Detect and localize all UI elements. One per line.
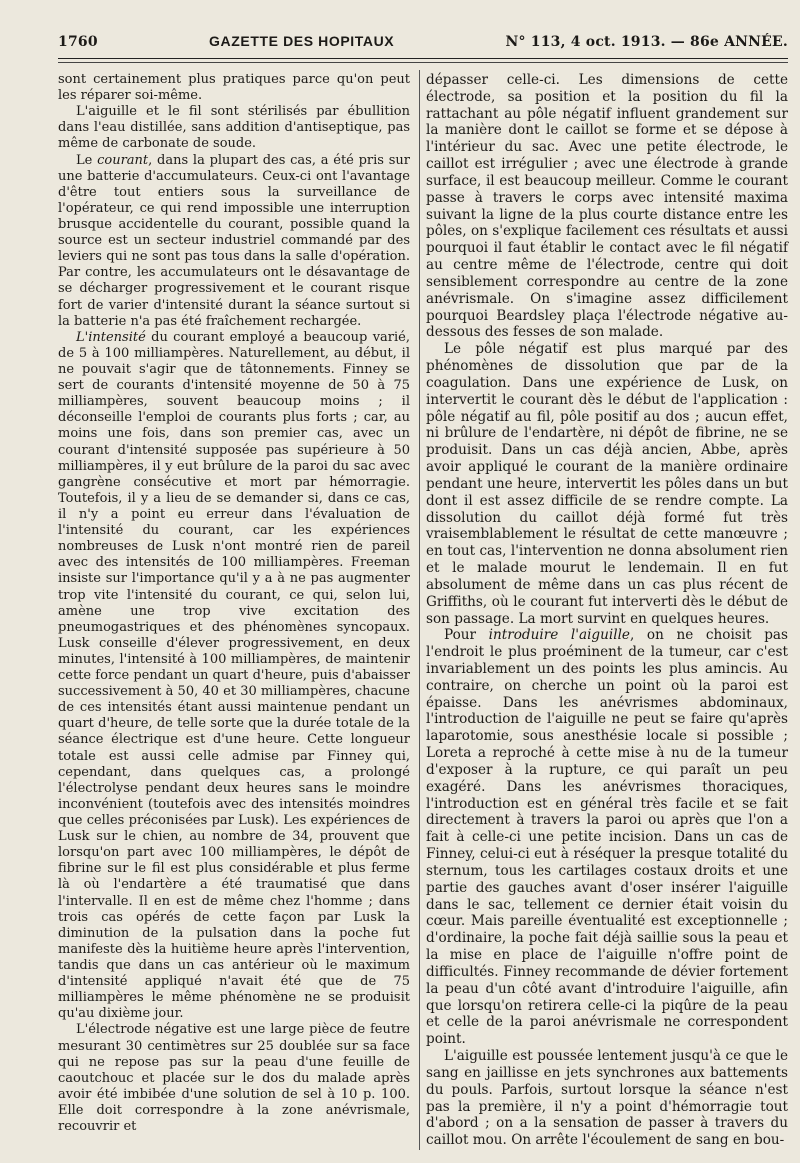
italic-term: courant [97,152,149,168]
text-run: du courant employé a beaucoup varié, de 5 à 100 milliampères. Naturellement, au début, il ne pouvait s'agir que de tâtonnements. Finney se sert de courants d'intensité moyenne de 50 à 75 milliampères, souvent beaucoup moins ; il déconseille l'emploi de courants plus forts ; car, au moins une fois, dans son premier cas, avec un courant d'intensité supposée pas supérieure à 50 milliampères, il y eut brûlure de la paroi du sac avec gangrène consécutive et mort par hémorragie. Toutefois, il y a lieu de se demander si, dans ce cas, il n'y a point eu erreur dans l'évaluation de l'intensité du courant, car les expériences nombreuses de Lusk n'ont montré rien de pareil avec des intensités de 100 milliampères. Freeman insiste sur l'importance qu'il y a à ne pas augmenter trop vite l'intensité du courant, ce qui, selon lui, amène une trop vive excitation des pneumogastriques et des phénomènes syncopaux. Lusk conseille d'élever progressivement, en deux minutes, l'intensité à 100 milliampères, de maintenir cette force pendant un quart d'heure, puis d'abaisser successivement à 50, 40 et 30 milliampères, chacune de ces intensités étant aussi maintenue pendant un quart d'heure, de telle sorte que la durée totale de la séance électrique est d'une heure. Cette longueur totale est aussi celle admise par Finney qui, cependant, dans quelques cas, a prolongé l'électrolyse pendant deux heures sans le moindre inconvénient (toutefois avec des intensités moindres que celles préconisées par Lusk). Les expériences de Lusk sur le chien, au nombre de 34, prouvent que lorsqu'on part avec 100 milliampères, le dépôt de fibrine sur le fil est plus considérable et plus ferme là où l'endartère a été traumatisé que dans l'intervalle. Il en est de même chez l'homme ; dans trois cas opérés de cette façon par Lusk la diminution de la pulsation dans la poche fut manifeste dès la huitième heure après l'intervention, tandis que dans un cas antérieur où le maximum d'intensité appliqué n'avait été que de 75 milliampères le même phénomène ne se produisit qu'au dixième jour. [58,329,410,1022]
left-column [58,72,410,1135]
italic-term: introduire l'aiguille [488,627,630,644]
column-divider [419,70,420,1150]
paragraph: Le pôle négatif est plus marqué par des phénomènes de dissolution que par de la coagulation. Dans une expérience de Lusk, on intervertit le courant dès le début de l'application : pôle négatif au fil, pôle positif au dos ; aucun effet, ni brûlure de l'endartère, ni dépôt de fibrine, ne se produisit. Dans un cas déjà ancien, Abbe, après avoir appliqué le courant de la manière ordinaire pendant une heure, intervertit les pôles dans un but dont il est assez difficile de se rendre compte. La dissolution du caillot déjà formé fut très vraisemblablement le résultat de cette manœuvre ; en tout cas, l'intervention ne donna absolument rien et le malade mourut le lendemain. Il en fut absolument de même dans un cas plus récent de Griffiths, où le courant fut interverti dès le début de son passage. La mort survint en quelques heures. [426,341,788,627]
paragraph: L'électrode négative est une large pièce de feutre mesurant 30 centimètres sur 25 doublée sur sa face qui ne repose pas sur la peau d'une feuille de caoutchouc et placée sur le dos du malade après avoir été imbibée d'une solution de sel à 10 p. 100. Elle doit correspondre à la zone anévrismale, recouvrir et [58,1022,410,1135]
paragraph: sont certainement plus pratiques parce qu'on peut les réparer soi-même. [58,72,410,104]
text-run: Pour [444,627,489,644]
page-number: 1760 [58,34,98,50]
running-header [58,33,788,57]
paragraph [58,330,410,1023]
text-run: , on ne choisit pas l'endroit le plus proéminent de la tumeur, car c'est invariablement un des points les plus amincis. Au contraire, on cherche un point où la paroi est épaisse. Dans les anévrismes abdominaux, l'introduction de l'aiguille ne peut se faire qu'après laparotomie, sous anesthésie locale si possible ; Loreta a reproché à cette mise à nu de la tumeur d'exposer à la rupture, ce qui paraît un peu exagéré. Dans les anévrismes thoraciques, l'introduction est en général très facile et se fait directement à travers la paroi ou après que l'on a fait à celle-ci une petite incision. Dans un cas de Finney, celui-ci eut à réséquer la presque totalité du sternum, tous les cartilages costaux droits et une partie des gauches avant d'oser insérer l'aiguille dans le sac, tellement ce dernier était voisin du cœur. Mais pareille éventualité est exceptionnelle ; d'ordinaire, la poche fait déjà saillie sous la peau et la mise en place de l'aiguille n'offre point de difficultés. Finney recommande de dévier fortement la peau d'un côté avant d'introduire l'aiguille, afin que lorsqu'on retirera celle-ci la piqûre de la peau et celle de la paroi anévrismale ne correspondent point. [426,627,788,1048]
paragraph: L'aiguille est poussée lentement jusqu'à ce que le sang en jaillisse en jets synchrones aux battements du pouls. Parfois, surtout lorsque la séance n'est pas la première, il n'y a point d'hémorragie tout d'abord ; on a la sensation de passer à travers du caillot mou. On arrête l'écoulement de sang en bou- [426,1048,788,1149]
text-run: , dans la plupart des cas, a été pris sur une batterie d'accumulateurs. Ceux-ci ont l'avantage d'être tout entiers sous la surveillance de l'opérateur, ce qui rend impossible une interruption brusque accidentelle du courant, possible quand la source est un secteur industriel commandé par des leviers qui ne sont pas tous dans la salle d'opération. Par contre, les accumulateurs ont le désavantage de se décharger progressivement et le courant risque fort de varier d'intensité durant la séance surtout si la batterie n'a pas été fraîchement rechargée. [58,152,410,329]
paragraph [58,153,410,330]
right-column [426,72,788,1149]
paragraph: L'aiguille et le fil sont stérilisés par ébullition dans l'eau distillée, sans addition d'antiseptique, pas même de carbonate de soude. [58,104,410,152]
header-rule-thin [58,62,788,63]
paragraph: dépasser celle-ci. Les dimensions de cette électrode, sa position et la position du fil la rattachant au pôle négatif influent grandement sur la manière dont le caillot se forme et se dépose à l'intérieur du sac. Avec une petite électrode, le caillot est irrégulier ; avec une électrode à grande surface, il est beaucoup meilleur. Comme le courant passe à travers le corps avec intensité maxima suivant la ligne de la plus courte distance entre les pôles, on s'explique facilement ces résultats et aussi pourquoi il faut établir le contact avec le fil négatif au centre même de l'électrode, centre qui doit sensiblement correspondre au centre de la zone anévrismale. On s'imagine assez difficilement pourquoi Beardsley plaça l'électrode négative au-dessous des fesses de son malade. [426,72,788,341]
issue-info: N° 113, 4 oct. 1913. — 86e ANNÉE. [505,34,788,50]
text-run: Le [76,152,98,168]
header-rule [58,58,788,59]
paragraph [426,627,788,1048]
journal-title: GAZETTE DES HOPITAUX [209,33,395,49]
italic-term: L'intensité [76,329,146,345]
